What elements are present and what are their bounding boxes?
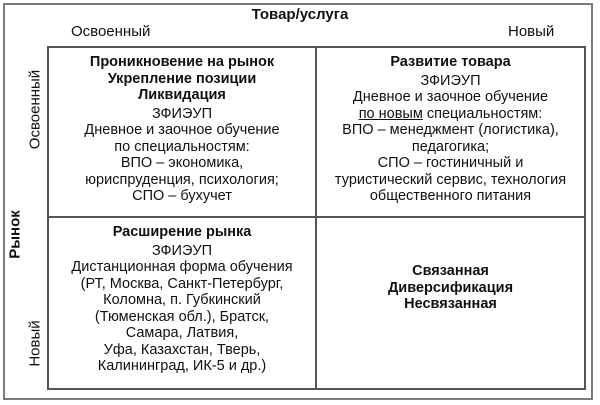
cell-diversification (317, 218, 584, 388)
row-axis-title: Рынок (6, 210, 24, 259)
strategy-title: Укрепление позиции (107, 70, 257, 87)
cell-text-line: Дистанционная форма обучения (71, 259, 293, 275)
cell-text-line: Калининград, ИК-5 и др.) (97, 358, 267, 374)
strategy-title: Проникновение на рынок (89, 54, 275, 70)
organization-name: ЗФИЭУП (420, 72, 481, 89)
cell-text-line: Дневное и заочное обучение (352, 89, 549, 105)
cell-market-penetration (49, 48, 317, 218)
strategy-title: Расширение рынка (112, 224, 252, 240)
underlined-text: по новым (358, 105, 423, 122)
strategy-title: Ликвидация (138, 87, 226, 103)
cell-text-line: Дневное и заочное обучение (84, 122, 280, 138)
diversification-titles (388, 263, 513, 313)
organization-name: ЗФИЭУП (151, 242, 213, 259)
organization-name: ЗФИЭУП (151, 105, 213, 122)
cell-text-line: СПО – гостиничный и (377, 155, 524, 171)
cell-text-line: общественного питания (369, 188, 532, 204)
row-label-existing: Освоенный (26, 69, 44, 150)
column-label-existing: Освоенный (71, 23, 151, 40)
cell-text-line: (Тюменская обл.), Братск, (94, 308, 270, 325)
cell-text-fragment: специальностям: (422, 105, 543, 122)
cell-text-line: (РТ, Москва, Санкт-Петербург, (80, 275, 284, 292)
cell-text-line: ВПО – менеджмент (логистика), (342, 122, 559, 138)
row-label-new: Новый (26, 320, 44, 367)
cell-text-line: Коломна, п. Губкинский (103, 292, 261, 308)
column-axis-title: Товар/услуга (251, 6, 349, 23)
cell-text-line: туристический сервис, технология (334, 171, 567, 188)
cell-text-line: СПО – бухучет (132, 188, 232, 204)
strategy-title: Развитие товара (390, 54, 511, 70)
strategy-title: Несвязанная (404, 296, 497, 313)
ansoff-matrix (47, 46, 586, 390)
cell-text-line: юриспруденция, психология; (85, 171, 279, 188)
strategy-title: Диверсификация (387, 279, 514, 296)
strategy-title: Связанная (412, 263, 489, 280)
cell-market-development (49, 218, 317, 388)
cell-product-development (317, 48, 584, 218)
cell-text-line (317, 106, 584, 123)
column-label-new: Новый (508, 23, 555, 40)
cell-text-line: ВПО – экономика, (120, 155, 244, 171)
cell-text-line: по специальностям: (114, 138, 250, 155)
cell-text-line: Самара, Латвия, (125, 325, 239, 341)
cell-text-line: педагогика; (411, 138, 490, 155)
cell-text-line: Уфа, Казахстан, Тверь, (103, 341, 261, 358)
